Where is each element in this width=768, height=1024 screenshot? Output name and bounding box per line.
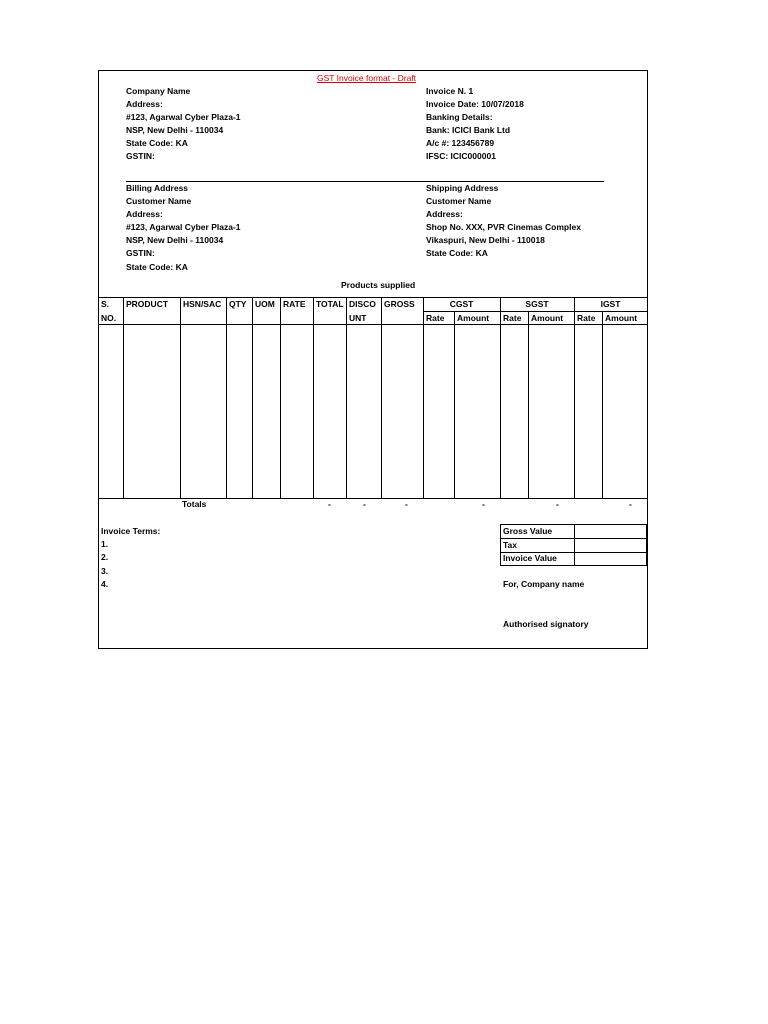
col-divider-hsn [180,297,181,498]
billing-gstin: GSTIN: [126,248,155,258]
col-divider-sgst-amount [528,311,529,498]
totals-gross: - [405,499,408,509]
summary-col-divider [574,524,575,566]
col-header-rate: RATE [283,299,306,309]
col-header-discount-1: DISCO [349,299,376,309]
col-header-igst: IGST [600,299,621,309]
totals-cgst: - [482,499,485,509]
col-divider-uom [252,297,253,498]
sgst-rate-header: Rate [503,313,522,323]
totals-label: Totals [182,499,207,509]
col-divider-rate [280,297,281,498]
col-divider-cgst [423,297,424,498]
header-divider [126,181,604,182]
table-header-bottom [99,324,647,325]
shipping-state-code: State Code: KA [426,248,488,258]
totals-discount: - [363,499,366,509]
company-address-line1: #123, Agarwal Cyber Plaza-1 [126,112,241,122]
totals-sgst: - [556,499,559,509]
summary-invoice-value-label: Invoice Value [503,553,557,563]
shipping-customer: Customer Name [426,196,492,206]
invoice-date: Invoice Date: 10/07/2018 [426,99,524,109]
col-header-hsn: HSN/SAC [183,299,222,309]
company-name: Company Name [126,86,191,96]
col-divider-sgst [500,297,501,498]
account-number: A/c #: 123456789 [426,138,495,148]
col-header-sno-2: NO. [101,313,117,323]
company-gstin: GSTIN: [126,151,155,161]
col-header-sgst: SGST [525,299,549,309]
col-divider-cgst-amount [454,311,455,498]
terms-item-4: 4. [101,579,109,589]
company-address-line2: NSP, New Delhi - 110034 [126,125,224,135]
terms-heading: Invoice Terms: [101,526,161,536]
tax-subheader-border [423,311,647,312]
products-heading: Products supplied [341,280,416,290]
totals-igst: - [629,499,632,509]
col-divider-igst-amount [602,311,603,498]
authorised-signatory: Authorised signatory [503,619,589,629]
terms-item-1: 1. [101,539,109,549]
company-state-code: State Code: KA [126,138,188,148]
col-header-discount-2: UNT [349,313,367,323]
invoice-number: Invoice N. 1 [426,86,474,96]
col-divider-discount [346,297,347,498]
company-address-label: Address: [126,99,163,109]
col-header-product: PRODUCT [126,299,169,309]
ifsc-code: IFSC: ICIC000001 [426,151,496,161]
col-divider-igst [574,297,575,498]
igst-rate-header: Rate [577,313,596,323]
signature-for-line: For, Company name [503,579,585,589]
billing-address-line2: NSP, New Delhi - 110034 [126,235,224,245]
col-header-sno-1: S. [101,299,110,309]
shipping-address-label: Address: [426,209,463,219]
terms-item-3: 3. [101,566,109,576]
totals-total: - [328,499,331,509]
table-top-border [99,297,647,298]
summary-gross-value-label: Gross Value [503,526,553,536]
invoice-title: GST Invoice format - Draft [317,73,417,83]
col-header-uom: UOM [255,299,275,309]
col-divider-qty [226,297,227,498]
cgst-amount-header: Amount [457,313,490,323]
igst-amount-header: Amount [605,313,638,323]
billing-address-line1: #123, Agarwal Cyber Plaza-1 [126,222,241,232]
shipping-heading: Shipping Address [426,183,499,193]
col-header-total: TOTAL [316,299,344,309]
col-header-qty: QTY [229,299,247,309]
billing-state-code: State Code: KA [126,262,188,272]
banking-details-label: Banking Details: [426,112,493,122]
col-divider-product [123,297,124,498]
billing-customer: Customer Name [126,196,192,206]
bank-name: Bank: ICICI Bank Ltd [426,125,511,135]
col-header-gross: GROSS [384,299,415,309]
summary-tax-label: Tax [503,540,518,550]
terms-item-2: 2. [101,552,109,562]
billing-address-label: Address: [126,209,163,219]
sgst-amount-header: Amount [531,313,564,323]
shipping-address-line1: Shop No. XXX, PVR Cinemas Complex [426,222,581,232]
col-divider-total [313,297,314,498]
billing-heading: Billing Address [126,183,189,193]
col-header-cgst: CGST [449,299,474,309]
invoice-sheet [98,70,648,649]
cgst-rate-header: Rate [426,313,445,323]
shipping-address-line2: Vikaspuri, New Delhi - 110018 [426,235,545,245]
col-divider-gross [381,297,382,498]
